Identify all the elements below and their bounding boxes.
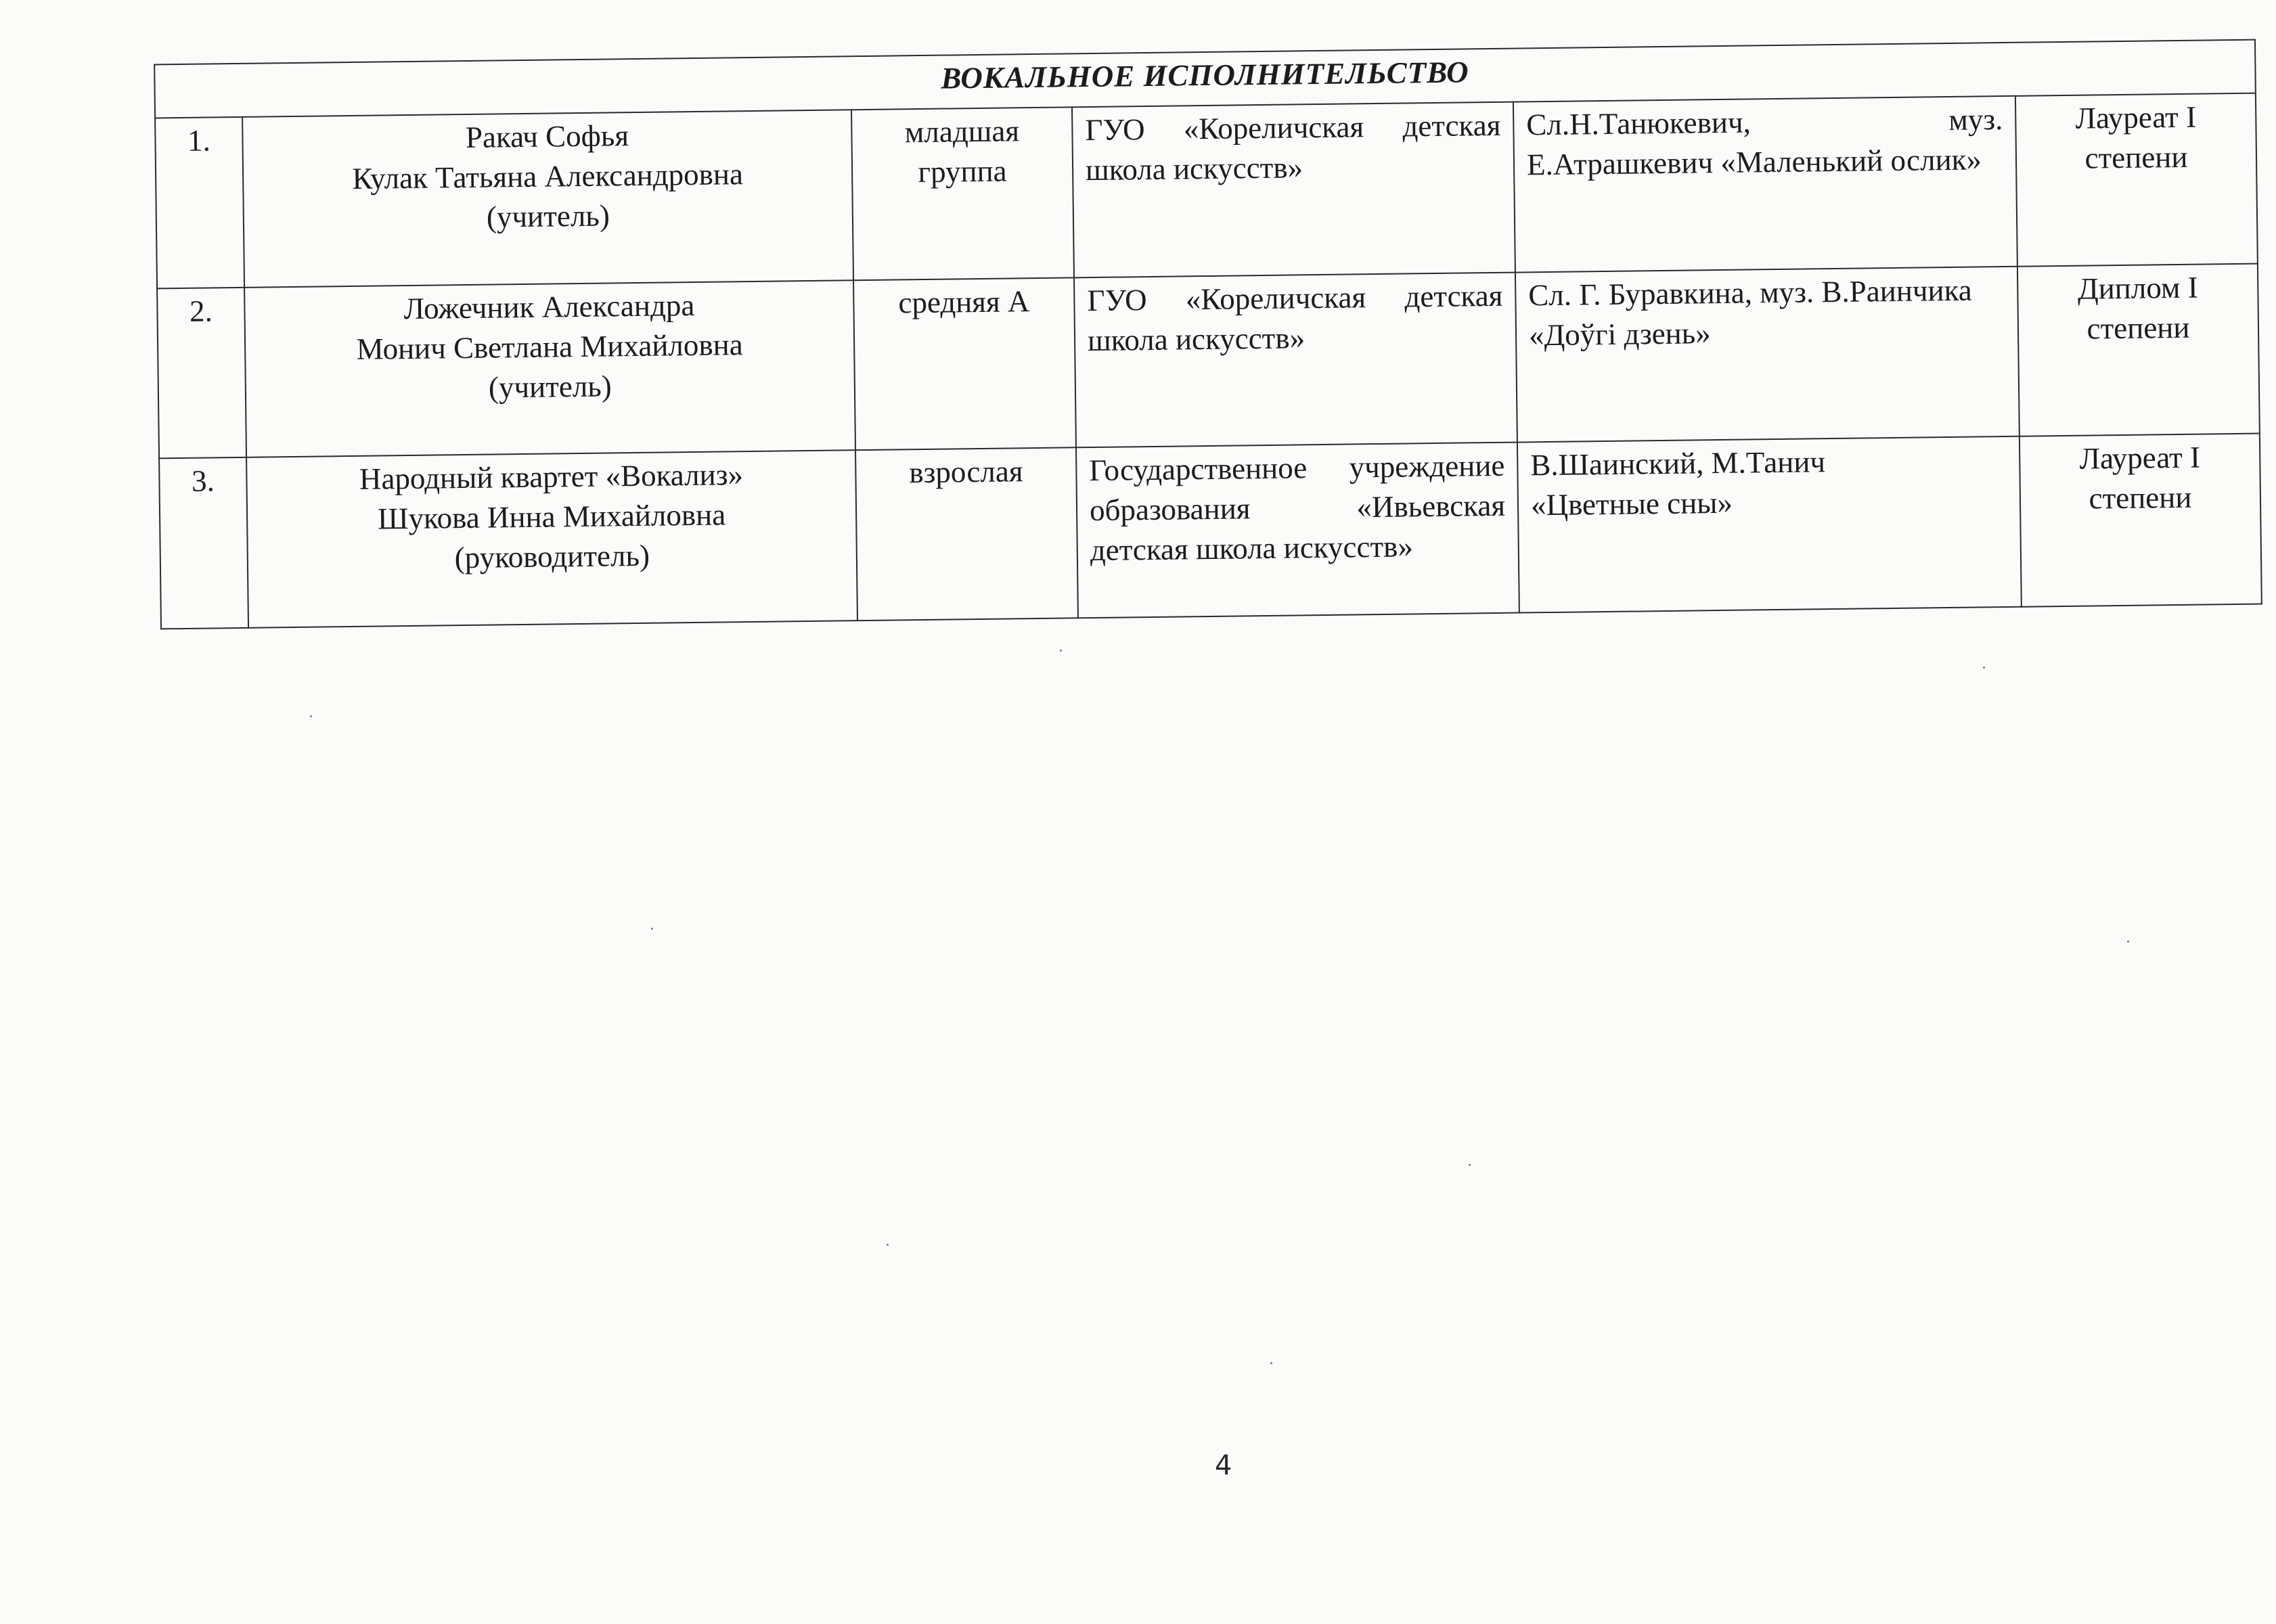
participant-cell (244, 280, 855, 457)
category-cell (853, 277, 1076, 451)
institution-cell: Государственное учреждение образования «Ивьевская детская школа искусств» (1076, 443, 1519, 618)
award-line: степени (2087, 310, 2190, 346)
results-table (154, 39, 2262, 630)
category-line: группа (918, 154, 1007, 189)
participant-name: Народный квартет «Вокализ» (359, 457, 744, 497)
table-row (155, 93, 2258, 288)
teacher-name: Монич Светлана Михайловна (356, 327, 743, 366)
category-line: средняя А (898, 284, 1030, 319)
institution-cell: ГУО «Кореличская детская школа искусств» (1072, 102, 1515, 277)
teacher-role: (учитель) (488, 368, 612, 405)
row-number: 1. (155, 117, 244, 288)
teacher-name: Шукова Инна Михайловна (377, 497, 726, 536)
row-number: 2. (157, 287, 246, 458)
scan-speck (1983, 667, 1985, 669)
award-line: Лауреат I (2075, 99, 2197, 135)
participant-cell (246, 450, 857, 627)
section-title: ВОКАЛЬНОЕ ИСПОЛНИТЕЛЬСТВО (154, 40, 2256, 118)
teacher-name: Кулак Татьяна Александровна (352, 156, 744, 196)
repertoire-line: «Цветные сны» (1530, 486, 1733, 522)
scan-speck (651, 928, 653, 930)
repertoire-cell (1517, 436, 2022, 613)
participant-name: Ракач Софья (465, 118, 629, 154)
award-line: Лауреат I (2079, 440, 2201, 476)
participant-cell (242, 110, 853, 287)
repertoire-cell (1515, 266, 2020, 443)
repertoire-line: Сл. Г. Буравкина, муз. В.Раинчика (1528, 273, 1973, 312)
teacher-role: (учитель) (486, 198, 610, 234)
repertoire-cell (1513, 96, 2017, 273)
category-cell (851, 107, 1074, 280)
scan-speck (1270, 1362, 1272, 1364)
category-line: младшая (904, 114, 1020, 150)
scan-speck (310, 715, 312, 717)
award-cell (2020, 434, 2262, 607)
award-line: степени (2084, 139, 2188, 175)
repertoire-line: «Доўгі дзень» (1528, 315, 1712, 352)
award-cell (2017, 263, 2260, 436)
scan-speck (1469, 1164, 1471, 1166)
table-row (157, 263, 2260, 459)
teacher-role: (руководитель) (454, 539, 650, 575)
scan-speck (887, 1244, 889, 1246)
table-row (159, 434, 2262, 629)
results-table-container (154, 39, 2261, 630)
award-cell (2015, 93, 2258, 266)
category-line: взрослая (908, 454, 1023, 490)
category-cell (855, 448, 1078, 621)
scan-speck (1060, 650, 1062, 652)
page-number: 4 (1215, 1450, 1232, 1481)
award-line: Диплом I (2077, 270, 2198, 306)
scan-speck (2127, 941, 2129, 943)
participant-name: Ложечник Александра (403, 288, 695, 325)
award-line: степени (2089, 480, 2192, 516)
repertoire-line: Сл.Н.Танюкевич, муз. Е.Атрашкевич «Маленький ослик» (1526, 102, 2003, 182)
row-number: 3. (159, 457, 248, 629)
institution-cell: ГУО «Кореличская детская школа искусств» (1074, 272, 1517, 447)
repertoire-line: В.Шаинский, М.Танич (1530, 445, 1826, 482)
